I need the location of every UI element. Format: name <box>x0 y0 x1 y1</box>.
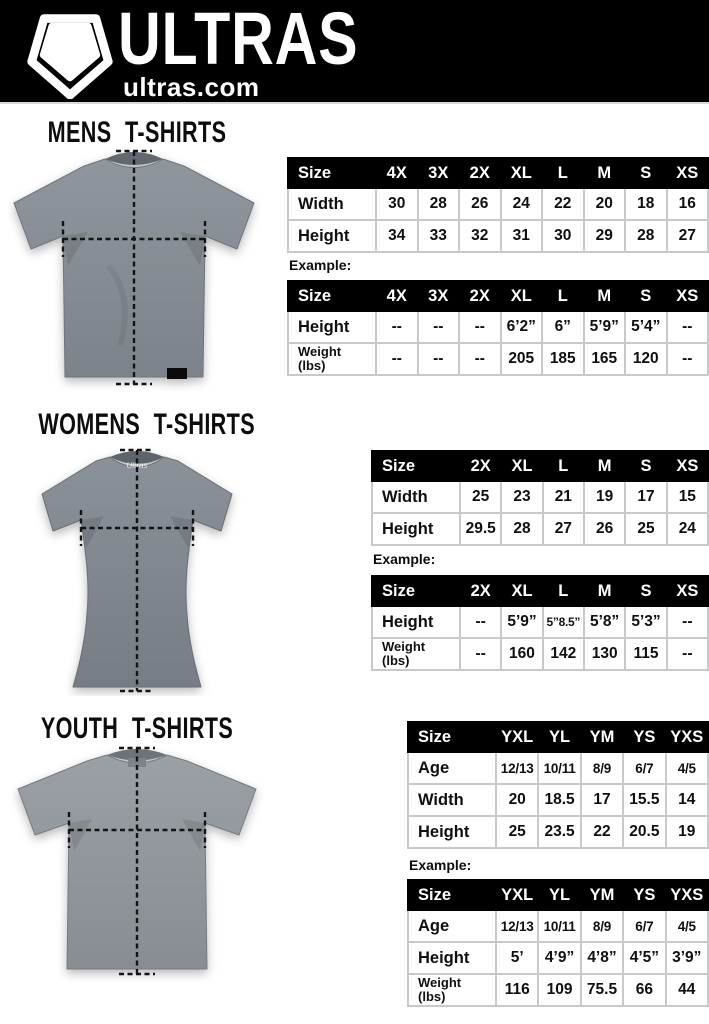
cell-value: 33 <box>418 220 460 252</box>
cell-value: 34 <box>376 220 418 252</box>
column-header: XS <box>667 451 708 481</box>
cell-value: 75.5 <box>581 974 623 1006</box>
neck-label: Ultras <box>126 461 148 470</box>
column-header: YM <box>581 722 623 752</box>
column-header: YXS <box>666 880 708 910</box>
row-label: Height <box>288 220 376 252</box>
cell-value: 24 <box>501 188 543 220</box>
column-header: YL <box>538 880 580 910</box>
column-header: M <box>584 451 625 481</box>
youth-section-title: YOUTH T-SHIRTS <box>40 712 234 745</box>
cell-value: 15 <box>667 481 708 513</box>
cell-value: 165 <box>584 343 626 375</box>
column-header: 3X <box>418 158 460 188</box>
mens-example-table <box>287 280 709 376</box>
column-header: YXL <box>496 722 538 752</box>
youth-size-table <box>407 721 709 849</box>
column-header: YS <box>623 880 665 910</box>
site-url: ultras.com <box>123 72 260 102</box>
row-label: Age <box>408 752 496 784</box>
cell-value: 19 <box>666 816 708 848</box>
cell-value: 16 <box>667 188 709 220</box>
cell-value: 109 <box>538 974 580 1006</box>
column-header: L <box>542 158 584 188</box>
cell-value: 5”8.5” <box>543 606 584 638</box>
row-label: Age <box>408 910 496 942</box>
table-row <box>408 910 708 942</box>
cell-value: 23 <box>501 481 542 513</box>
table-row <box>288 281 708 311</box>
cell-value: 6’2” <box>501 311 543 343</box>
cell-value: -- <box>667 311 709 343</box>
cell-value: -- <box>460 638 501 670</box>
column-header: 2X <box>460 451 501 481</box>
column-header: M <box>584 158 626 188</box>
column-header: YS <box>623 722 665 752</box>
column-header: Size <box>372 576 460 606</box>
column-header: Size <box>288 281 376 311</box>
example-label: Example: <box>409 857 472 873</box>
column-header: M <box>584 576 625 606</box>
womens-size-table <box>371 450 709 546</box>
cell-value: 21 <box>543 481 584 513</box>
column-header: XL <box>501 158 543 188</box>
cell-value: 120 <box>625 343 667 375</box>
cell-value: -- <box>667 638 708 670</box>
table-row <box>372 606 708 638</box>
cell-value: 115 <box>625 638 666 670</box>
cell-value: 4’8” <box>581 942 623 974</box>
cell-value: 17 <box>625 481 666 513</box>
column-header: YXL <box>496 880 538 910</box>
row-label: Height <box>408 942 496 974</box>
row-label: Weight (lbs) <box>408 974 496 1006</box>
cell-value: -- <box>667 343 709 375</box>
cell-value: 8/9 <box>581 752 623 784</box>
column-header: XL <box>501 451 542 481</box>
cell-value: 4/5 <box>666 910 708 942</box>
cell-value: 160 <box>501 638 542 670</box>
cell-value: -- <box>376 343 418 375</box>
column-header: 3X <box>418 281 460 311</box>
mens-size-table <box>287 157 709 253</box>
column-header: XS <box>667 281 709 311</box>
column-header: S <box>625 576 666 606</box>
table-row <box>288 311 708 343</box>
brand-text <box>118 2 419 103</box>
column-header: S <box>625 158 667 188</box>
table-row <box>372 638 708 670</box>
table-row <box>408 816 708 848</box>
column-header: S <box>625 451 666 481</box>
cell-value: 116 <box>496 974 538 1006</box>
column-header: YL <box>538 722 580 752</box>
row-label: Height <box>372 513 460 545</box>
cell-value: 26 <box>459 188 501 220</box>
table-row <box>408 974 708 1006</box>
cell-value: 5’ <box>496 942 538 974</box>
womens-shirt-image <box>28 444 248 696</box>
table-row <box>372 576 708 606</box>
cell-value: 5’8” <box>584 606 625 638</box>
row-label: Height <box>372 606 460 638</box>
cell-value: 6/7 <box>623 910 665 942</box>
youth-example-table <box>407 879 709 1007</box>
cell-value: -- <box>418 311 460 343</box>
example-label: Example: <box>373 551 436 567</box>
column-header: Size <box>372 451 460 481</box>
table-row <box>408 942 708 974</box>
table-row <box>372 451 708 481</box>
cell-value: -- <box>376 311 418 343</box>
cell-value: -- <box>459 343 501 375</box>
cell-value: 17 <box>581 784 623 816</box>
cell-value: 4/5 <box>666 752 708 784</box>
column-header: Size <box>408 722 496 752</box>
table-row <box>288 220 708 252</box>
cell-value: 20.5 <box>623 816 665 848</box>
cell-value: -- <box>460 606 501 638</box>
cell-value: 28 <box>501 513 542 545</box>
cell-value: 66 <box>623 974 665 1006</box>
mens-shirt-image <box>8 146 260 392</box>
cell-value: 5’9” <box>584 311 626 343</box>
column-header: Size <box>288 158 376 188</box>
table-row <box>288 158 708 188</box>
column-header: YM <box>581 880 623 910</box>
cell-value: 44 <box>666 974 708 1006</box>
header-bar <box>0 0 709 104</box>
row-label: Height <box>288 311 376 343</box>
cell-value: 30 <box>376 188 418 220</box>
hem-tag <box>167 368 187 379</box>
cell-value: 10/11 <box>538 910 580 942</box>
cell-value: 5’4” <box>625 311 667 343</box>
cell-value: 23.5 <box>538 816 580 848</box>
womens-section-title: WOMENS T-SHIRTS <box>38 408 255 441</box>
cell-value: 27 <box>667 220 709 252</box>
cell-value: 6” <box>542 311 584 343</box>
cell-value: 29 <box>584 220 626 252</box>
cell-value: 28 <box>625 220 667 252</box>
column-header: XL <box>501 281 543 311</box>
row-label: Weight (lbs) <box>372 638 460 670</box>
cell-value: 4’9” <box>538 942 580 974</box>
column-header: YXS <box>666 722 708 752</box>
row-label: Width <box>408 784 496 816</box>
cell-value: 29.5 <box>460 513 501 545</box>
cell-value: 18 <box>625 188 667 220</box>
cell-value: 130 <box>584 638 625 670</box>
table-row <box>372 481 708 513</box>
cell-value: 14 <box>666 784 708 816</box>
column-header: Size <box>408 880 496 910</box>
cell-value: 25 <box>496 816 538 848</box>
cell-value: 12/13 <box>496 752 538 784</box>
cell-value: 24 <box>667 513 708 545</box>
column-header: 2X <box>459 158 501 188</box>
example-label: Example: <box>289 257 352 273</box>
table-row <box>408 752 708 784</box>
mens-section-title: MENS T-SHIRTS <box>47 116 227 149</box>
table-row <box>372 513 708 545</box>
row-label: Width <box>372 481 460 513</box>
row-label: Height <box>408 816 496 848</box>
column-header: M <box>584 281 626 311</box>
cell-value: 5’9” <box>501 606 542 638</box>
cell-value: 3’9” <box>666 942 708 974</box>
column-header: XS <box>667 158 709 188</box>
cell-value: -- <box>459 311 501 343</box>
table-row <box>408 880 708 910</box>
ultras-logo-icon <box>20 7 120 99</box>
cell-value: 27 <box>543 513 584 545</box>
table-row <box>288 343 708 375</box>
column-header: L <box>543 576 584 606</box>
column-header: 2X <box>459 281 501 311</box>
cell-value: 31 <box>501 220 543 252</box>
womens-example-table <box>371 575 709 671</box>
cell-value: 25 <box>460 481 501 513</box>
row-label: Weight (lbs) <box>288 343 376 375</box>
cell-value: 6/7 <box>623 752 665 784</box>
cell-value: 10/11 <box>538 752 580 784</box>
cell-value: 18.5 <box>538 784 580 816</box>
column-header: S <box>625 281 667 311</box>
cell-value: 142 <box>543 638 584 670</box>
column-header: XS <box>667 576 708 606</box>
table-row <box>288 188 708 220</box>
table-row <box>408 722 708 752</box>
cell-value: 12/13 <box>496 910 538 942</box>
row-label: Width <box>288 188 376 220</box>
column-header: XL <box>501 576 542 606</box>
brand-wordmark: ULTRAS <box>118 0 359 80</box>
cell-value: 5’3” <box>625 606 666 638</box>
cell-value: 20 <box>496 784 538 816</box>
cell-value: 30 <box>542 220 584 252</box>
cell-value: 26 <box>584 513 625 545</box>
cell-value: 15.5 <box>623 784 665 816</box>
table-row <box>408 784 708 816</box>
cell-value: 22 <box>542 188 584 220</box>
cell-value: 19 <box>584 481 625 513</box>
cell-value: 22 <box>581 816 623 848</box>
cell-value: -- <box>667 606 708 638</box>
column-header: 4X <box>376 281 418 311</box>
cell-value: 4’5” <box>623 942 665 974</box>
cell-value: 205 <box>501 343 543 375</box>
column-header: L <box>542 281 584 311</box>
column-header: L <box>543 451 584 481</box>
cell-value: 32 <box>459 220 501 252</box>
cell-value: 28 <box>418 188 460 220</box>
cell-value: 25 <box>625 513 666 545</box>
youth-shirt-image <box>6 742 264 986</box>
column-header: 4X <box>376 158 418 188</box>
cell-value: -- <box>418 343 460 375</box>
cell-value: 185 <box>542 343 584 375</box>
column-header: 2X <box>460 576 501 606</box>
cell-value: 20 <box>584 188 626 220</box>
cell-value: 8/9 <box>581 910 623 942</box>
